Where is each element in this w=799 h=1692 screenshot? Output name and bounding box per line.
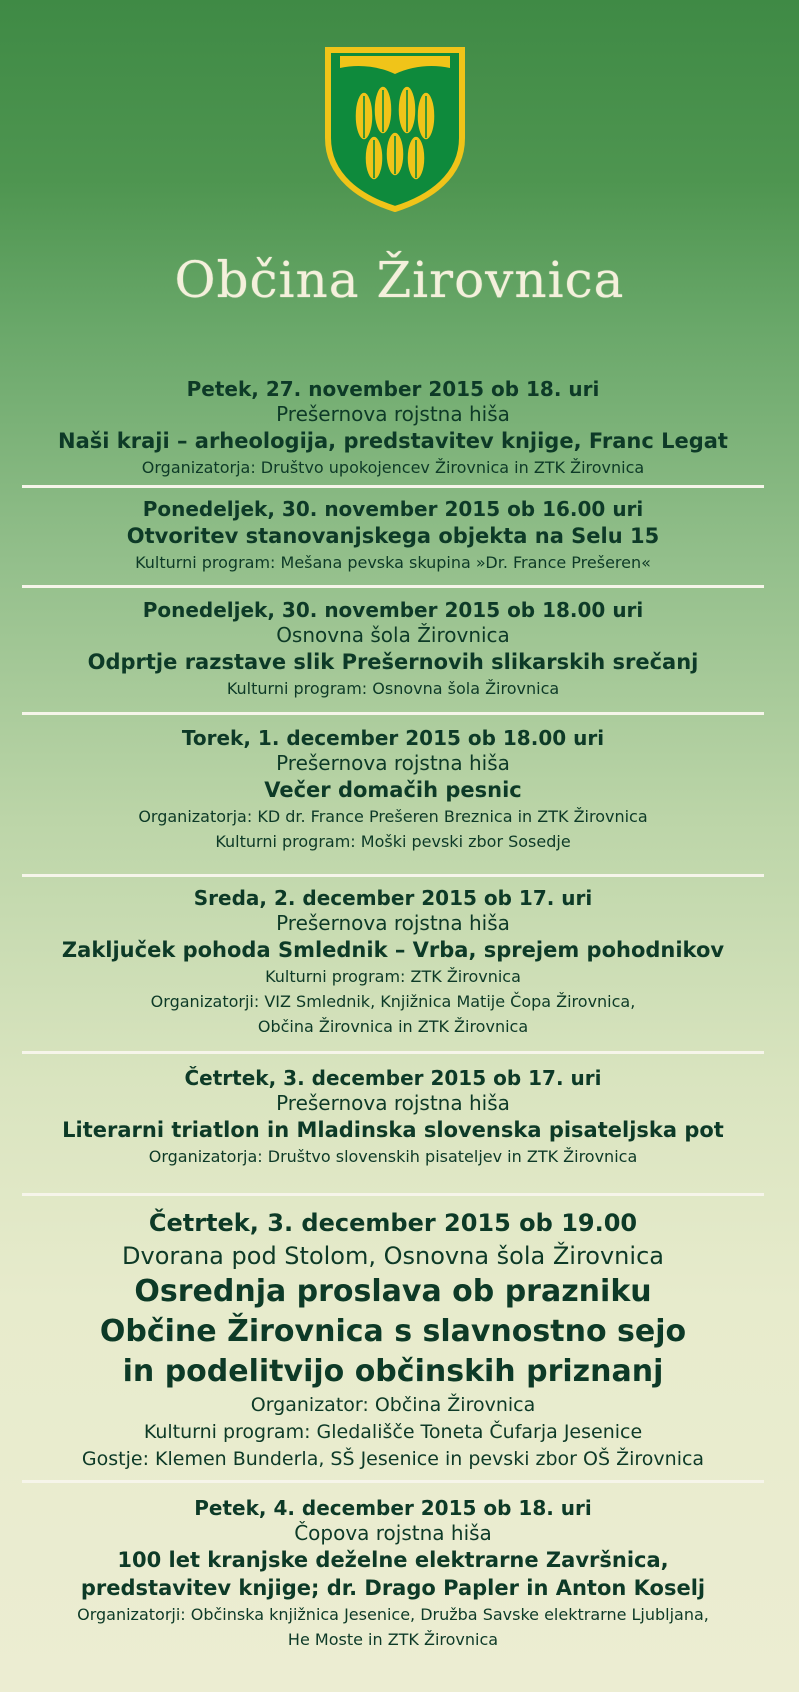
event-headline: Zaključek pohoda Smlednik – Vrba, sprejem pohodnikov xyxy=(61,938,725,962)
event-6 xyxy=(22,1054,764,1193)
page-title: Občina Žirovnica xyxy=(174,251,625,309)
event-date: Četrtek, 3. december 2015 ob 19.00 xyxy=(148,1209,638,1237)
event-date: Petek, 27. november 2015 ob 18. uri xyxy=(186,377,600,401)
event-info: Kulturni program: Osnovna šola Žirovnica xyxy=(226,679,560,698)
municipality-crest xyxy=(322,46,468,212)
event-info: Organizator: Občina Žirovnica xyxy=(250,1394,536,1416)
event-headline: Osrednja proslava ob prazniku xyxy=(134,1274,652,1309)
event-headline: in podelitvijo občinskih priznanj xyxy=(122,1354,664,1389)
event-headline: Večer domačih pesnic xyxy=(264,778,522,802)
event-info: Kulturni program: Mešana pevska skupina »Dr. France Prešeren« xyxy=(135,553,651,572)
event-info: Organizatorji: Občinska knjižnica Jesenice, Družba Savske elektrarne Ljubljana, xyxy=(77,1605,709,1624)
event-place: Prešernova rojstna hiša xyxy=(276,402,510,426)
event-1 xyxy=(22,372,764,485)
event-headline: 100 let kranjske deželne elektrarne Završnica, xyxy=(117,1548,669,1572)
event-headline: predstavitev knjige; dr. Drago Papler in Anton Koselj xyxy=(80,1576,706,1600)
event-headline: Otvoritev stanovanjskega objekta na Selu 15 xyxy=(126,524,660,548)
event-headline: Literarni triatlon in Mladinska slovenska pisateljska pot xyxy=(62,1118,724,1142)
event-info: Organizatorja: KD dr. France Prešeren Breznica in ZTK Žirovnica xyxy=(138,807,648,826)
event-8 xyxy=(22,1483,764,1663)
event-headline: Občine Žirovnica s slavnostno sejo xyxy=(99,1314,687,1349)
event-place: Dvorana pod Stolom, Osnovna šola Žirovnica xyxy=(122,1242,664,1270)
event-list xyxy=(22,372,764,1663)
event-place: Prešernova rojstna hiša xyxy=(276,911,510,935)
event-info: Kulturni program: ZTK Žirovnica xyxy=(265,967,521,986)
event-info: Organizatorja: Društvo slovenskih pisateljev in ZTK Žirovnica xyxy=(148,1147,638,1166)
event-info: Kulturni program: Gledališče Toneta Čufarja Jesenice xyxy=(143,1421,643,1443)
event-headline: Odprtje razstave slik Prešernovih slikarskih srečanj xyxy=(87,650,699,674)
event-place: Čopova rojstna hiša xyxy=(294,1521,492,1545)
event-date: Torek, 1. december 2015 ob 18.00 uri xyxy=(181,726,605,750)
event-info: Organizatorji: VIZ Smlednik, Knjižnica Matije Čopa Žirovnica, xyxy=(150,992,636,1011)
event-info: Organizatorja: Društvo upokojencev Žirovnica in ZTK Žirovnica xyxy=(141,458,645,477)
event-info: Kulturni program: Moški pevski zbor Sosedje xyxy=(215,832,571,851)
event-place: Prešernova rojstna hiša xyxy=(276,1091,510,1115)
event-date: Četrtek, 3. december 2015 ob 17. uri xyxy=(184,1066,602,1090)
event-place: Prešernova rojstna hiša xyxy=(276,751,510,775)
event-4 xyxy=(22,715,764,874)
event-place: Osnovna šola Žirovnica xyxy=(276,623,510,647)
event-2 xyxy=(22,488,764,585)
event-info: Gostje: Klemen Bunderla, SŠ Jesenice in pevski zbor OŠ Žirovnica xyxy=(81,1448,705,1470)
event-info: He Moste in ZTK Žirovnica xyxy=(287,1630,499,1649)
event-3 xyxy=(22,588,764,712)
event-7-main-celebration xyxy=(22,1196,764,1480)
event-date: Ponedeljek, 30. november 2015 ob 16.00 uri xyxy=(142,497,644,521)
event-headline: Naši kraji – arheologija, predstavitev knjige, Franc Legat xyxy=(58,429,728,453)
event-date: Sreda, 2. december 2015 ob 17. uri xyxy=(193,886,593,910)
event-date: Ponedeljek, 30. november 2015 ob 18.00 uri xyxy=(142,598,644,622)
event-info: Občina Žirovnica in ZTK Žirovnica xyxy=(257,1017,529,1036)
event-5 xyxy=(22,877,764,1051)
event-date: Petek, 4. december 2015 ob 18. uri xyxy=(194,1496,592,1520)
